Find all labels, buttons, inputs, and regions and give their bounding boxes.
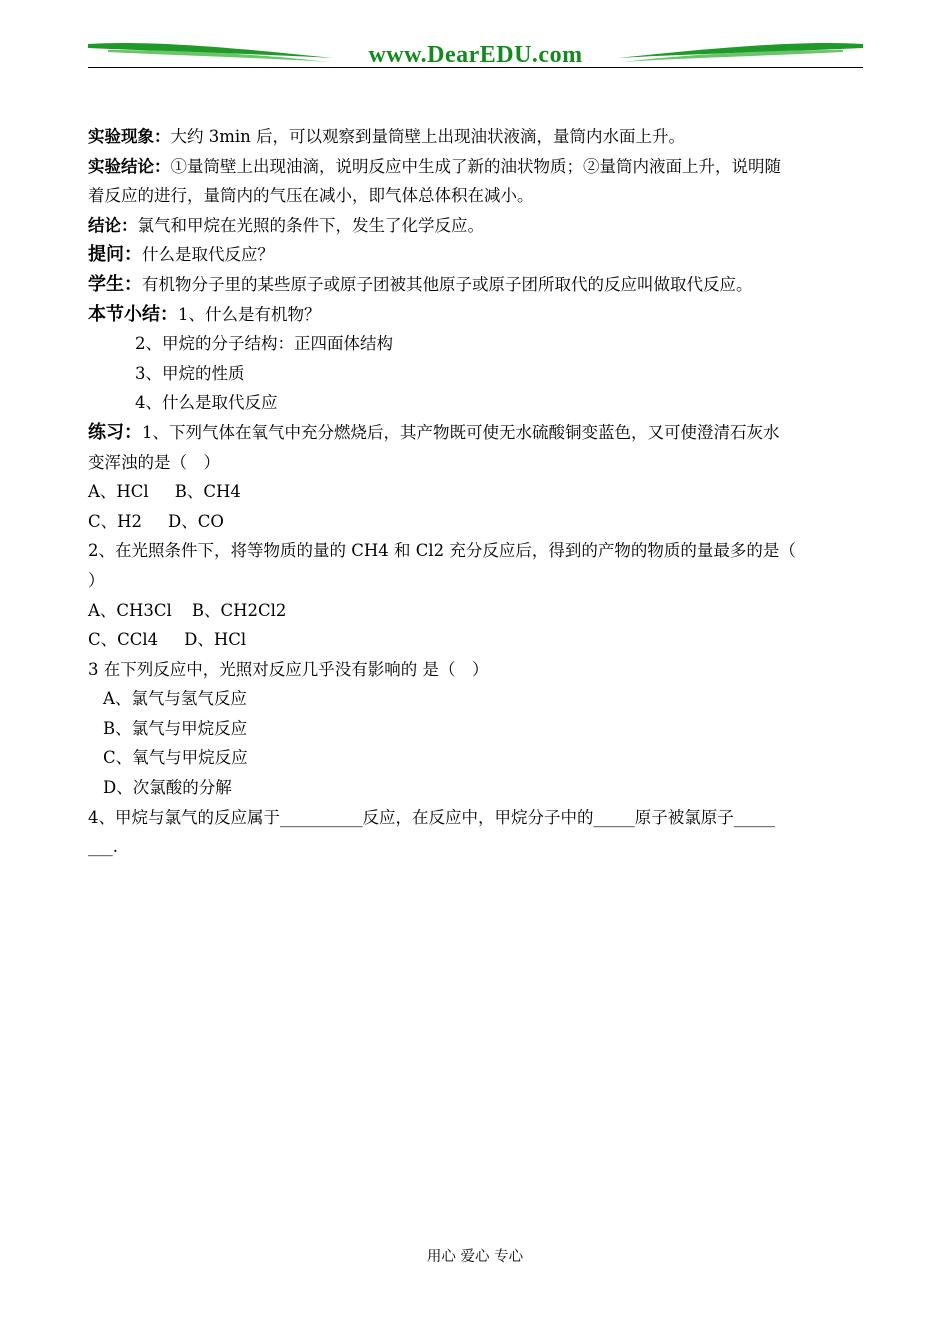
q3-option-b: B、氯气与甲烷反应 [103, 718, 248, 738]
practice-q1-line-1 [88, 418, 863, 448]
q2-options-row-1 [88, 596, 863, 626]
result-text: 氯气和甲烷在光照的条件下，发生了化学反应。 [137, 215, 484, 235]
q2-options-row-2 [88, 625, 863, 655]
q1-options-row-1 [88, 477, 863, 507]
phenomenon-text: 大约 3min 后，可以观察到量筒壁上出现油状液滴，量筒内水面上升。 [170, 127, 686, 146]
q2-text-1: 2、在光照条件下，将等物质的量的 CH4 和 Cl2 充分反应后，得到的产物的物质的量最多的是（ [88, 541, 796, 561]
question-text: 什么是取代反应？ [142, 245, 274, 265]
page-footer: 用心 爱心 专心 [426, 1249, 524, 1265]
q3-option-d: D、次氯酸的分解 [103, 778, 232, 798]
question-label: 提问： [88, 244, 142, 266]
q2-option-c: C、CCl4 [88, 630, 159, 650]
q1-text-2: 变浑浊的是（ ） [88, 452, 220, 472]
q1-option-b: B、CH4 [174, 482, 241, 502]
practice-label: 练习： [88, 421, 142, 443]
q1-option-c: C、H2 [88, 511, 143, 531]
q2-option-b: B、CH2Cl2 [191, 600, 287, 620]
q1-options-row-2 [88, 507, 863, 537]
q2-text-2: ） [88, 570, 105, 590]
summary-item: 4、什么是取代反应 [135, 393, 278, 413]
phenomenon-line [88, 122, 863, 152]
q3-option-a: A、氯气与氢气反应 [103, 689, 247, 709]
result-label: 结论： [88, 215, 138, 235]
conclusion-line-2: 着反应的进行，量筒内的气压在减小，即气体总体积在减小。 [88, 186, 534, 206]
question-line [88, 240, 863, 270]
q4-text-2: ___. [88, 837, 118, 857]
summary-item: 2、甲烷的分子结构：正四面体结构 [135, 334, 393, 354]
site-logo-text: www.DearEDU.com [368, 42, 583, 68]
document-body [88, 122, 863, 862]
student-text: 有机物分子里的某些原子或原子团被其他原子或原子团所取代的反应叫做取代反应。 [142, 274, 753, 294]
summary-line [88, 300, 863, 330]
result-line [88, 211, 863, 241]
conclusion-label: 实验结论： [88, 156, 171, 176]
q1-option-d: D、CO [168, 511, 224, 531]
phenomenon-label: 实验现象： [88, 127, 171, 146]
conclusion-text-1: ①量筒壁上出现油滴，说明反应中生成了新的油状物质；②量筒内液面上升，说明随 [170, 156, 781, 176]
page-header [88, 38, 863, 70]
q1-text-1: 1、下列气体在氧气中充分燃烧后，其产物既可使无水硫酸铜变蓝色，又可使澄清石灰水 [142, 422, 780, 442]
q3-option-c: C、氧气与甲烷反应 [103, 748, 248, 768]
student-label: 学生： [88, 273, 142, 295]
q3-text: 3 在下列反应中，光照对反应几乎没有影响的 是（ ） [88, 659, 489, 679]
summary-label: 本节小结： [88, 303, 178, 325]
header-rule [88, 67, 863, 68]
q2-option-d: D、HCl [184, 630, 247, 650]
conclusion-line-1 [88, 152, 863, 182]
q1-option-a: A、HCl [88, 482, 149, 502]
student-line [88, 270, 863, 300]
q2-option-a: A、CH3Cl [88, 600, 172, 620]
q4-text-1: 4、甲烷与氯气的反应属于__________反应，在反应中，甲烷分子中的_____原子被氯原子_____ [88, 807, 775, 827]
summary-item: 3、甲烷的性质 [135, 363, 245, 383]
summary-item: 1、什么是有机物？ [178, 304, 321, 324]
